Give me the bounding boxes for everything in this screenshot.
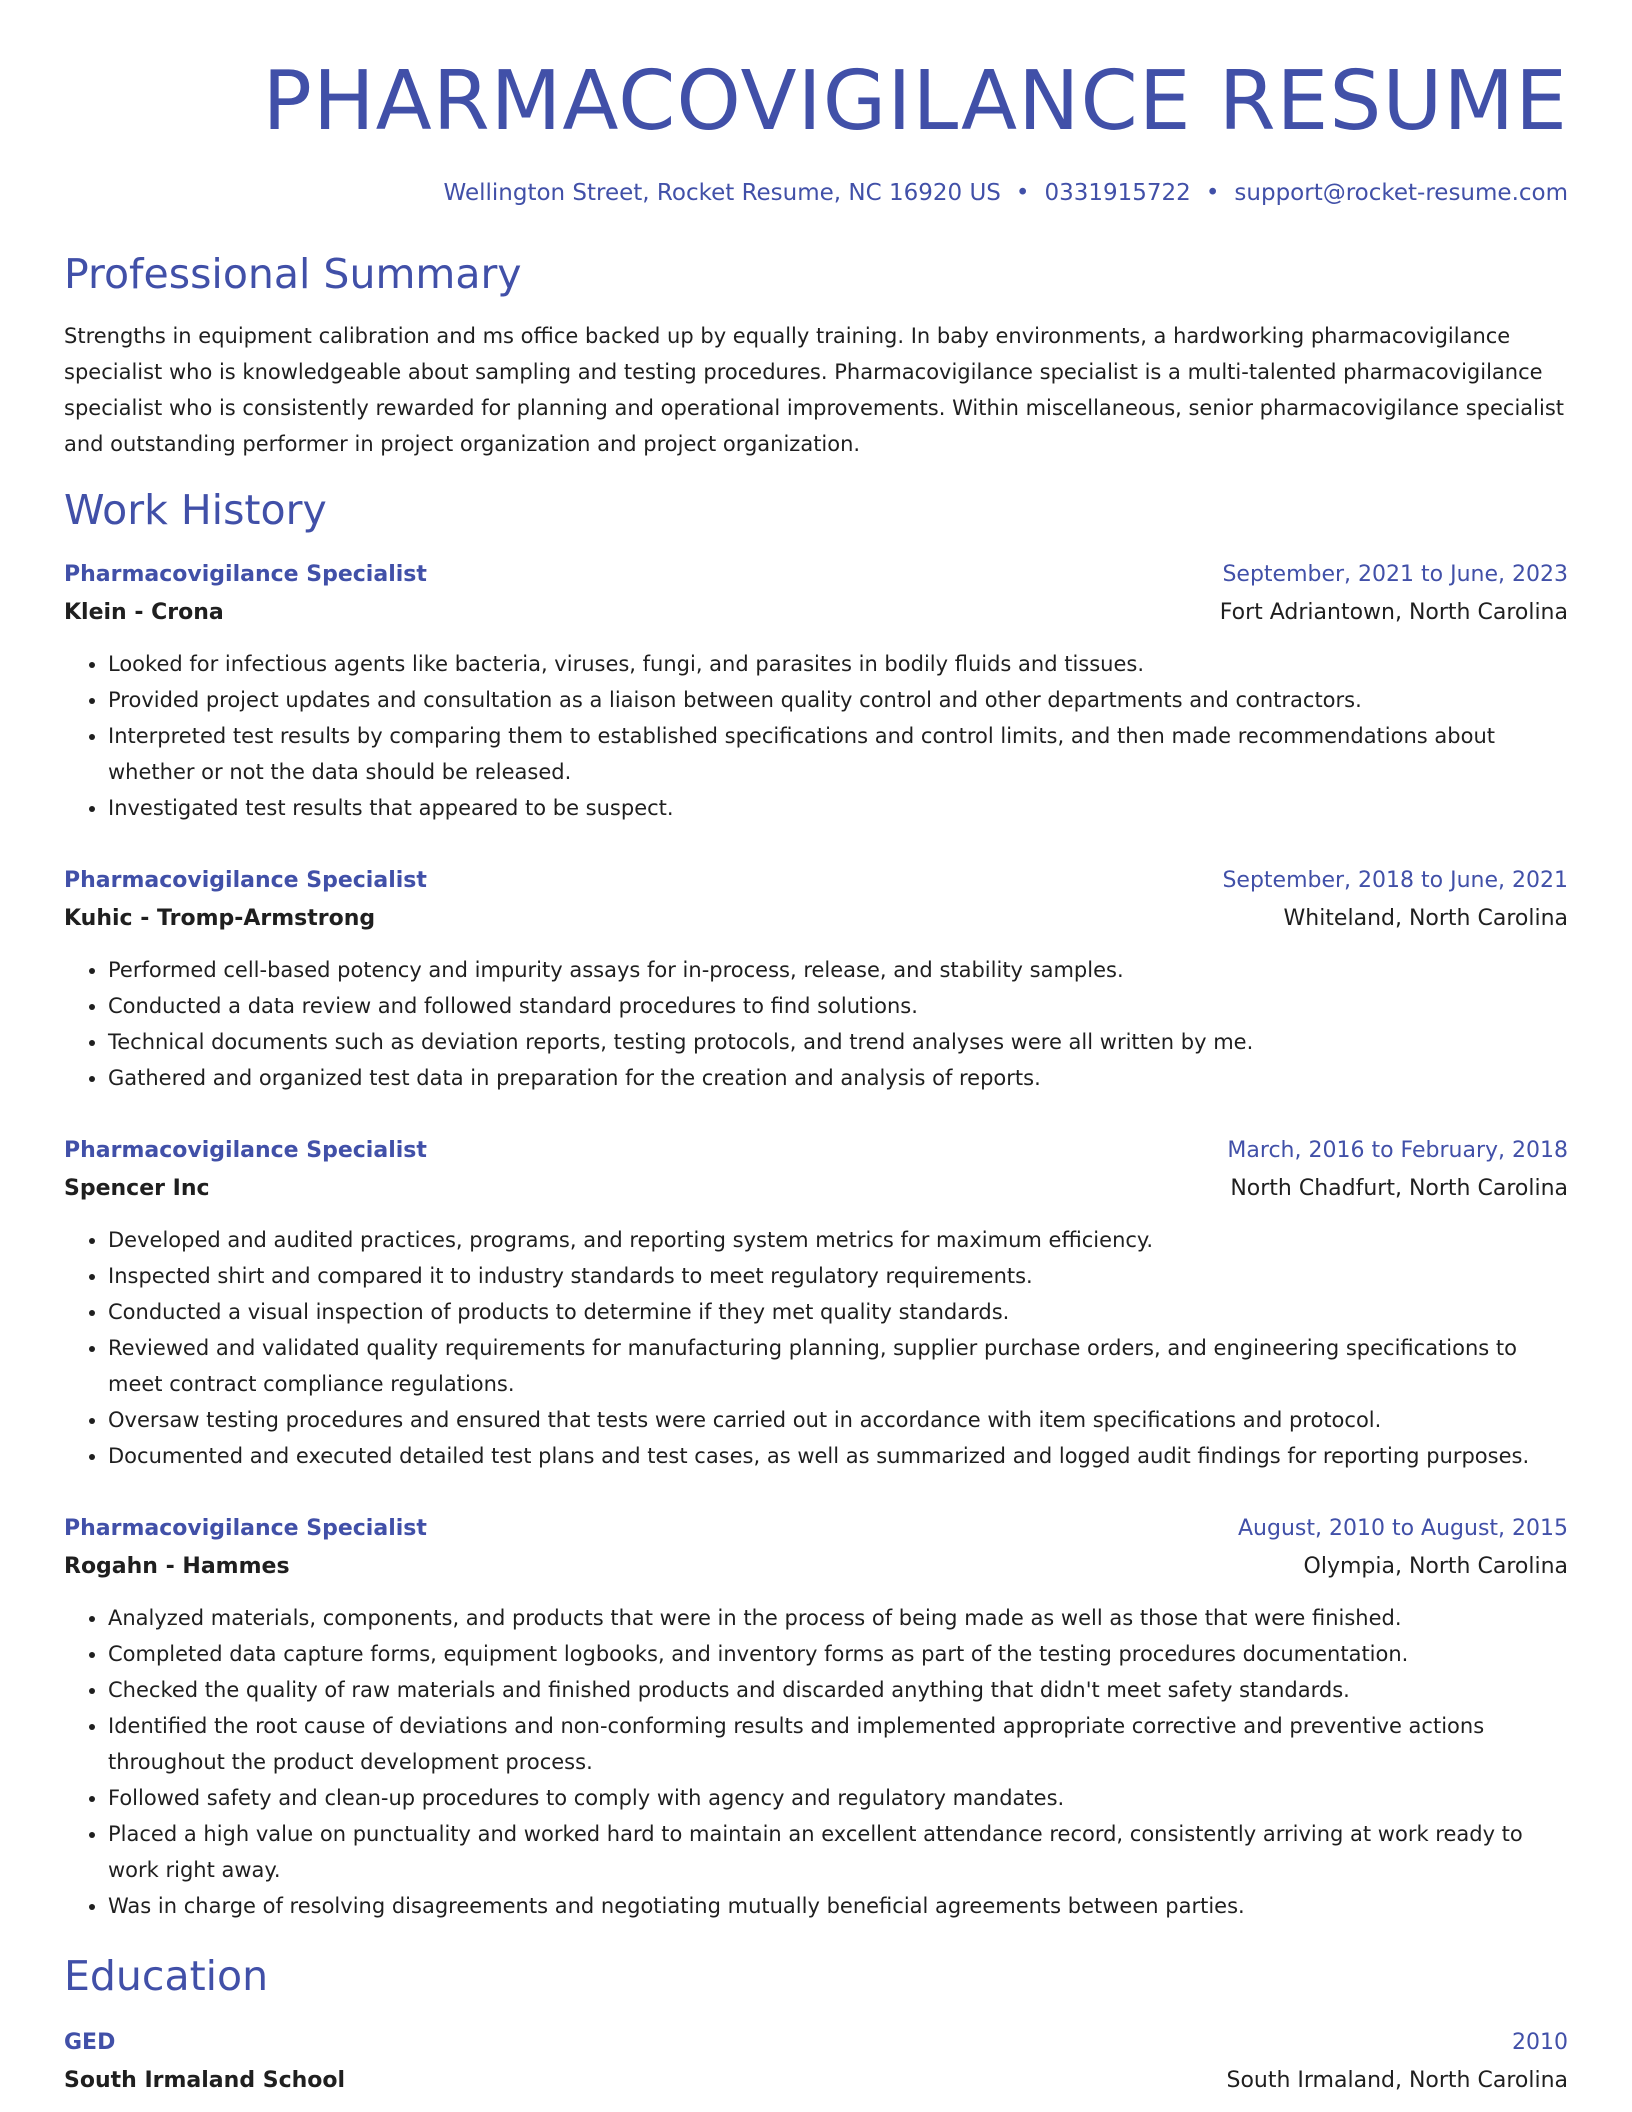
education-degree: GED xyxy=(64,2030,116,2055)
resume-page xyxy=(64,0,1568,2100)
job-company: Spencer Inc xyxy=(64,1176,210,1201)
job-role: Pharmacovigilance Specialist xyxy=(64,1516,427,1541)
job-bullet: • Gathered and organized test data in preparation for the creation and analysis of reports. xyxy=(108,1060,1568,1096)
job-bullet: • Looked for infectious agents like bacteria, viruses, fungi, and parasites in bodily fluids and tissues. xyxy=(108,646,1568,682)
job-dates: March, 2016 to February, 2018 xyxy=(1227,1138,1568,1163)
job-location: North Chadfurt, North Carolina xyxy=(1230,1176,1568,1201)
job-bullet: • Reviewed and validated quality requirements for manufacturing planning, supplier purchase orders, and engineering specifications to meet contract compliance regulations. xyxy=(108,1330,1568,1402)
job-bullet: • Conducted a visual inspection of products to determine if they met quality standards. xyxy=(108,1294,1568,1330)
contact-address: Wellington Street, Rocket Resume, NC 16920 US xyxy=(443,180,1001,206)
job-entry xyxy=(64,556,1568,826)
job-header-row xyxy=(64,1132,1568,1170)
job-location: Whiteland, North Carolina xyxy=(1283,906,1568,931)
job-bullet: • Technical documents such as deviation reports, testing protocols, and trend analyses were all written by me. xyxy=(108,1024,1568,1060)
resume-title: PHARMACOVIGILANCE RESUME xyxy=(262,54,1568,149)
job-bullet: • Identified the root cause of deviations and non-conforming results and implemented appropriate corrective and preventive actions throughout the product development process. xyxy=(108,1708,1568,1780)
job-bullet: • Conducted a data review and followed standard procedures to find solutions. xyxy=(108,988,1568,1024)
job-bullet: • Inspected shirt and compared it to industry standards to meet regulatory requirements. xyxy=(108,1258,1568,1294)
job-company: Kuhic - Tromp-Armstrong xyxy=(64,906,376,931)
education-list xyxy=(64,2024,1568,2100)
job-bullet: • Followed safety and clean-up procedures to comply with agency and regulatory mandates. xyxy=(108,1780,1568,1816)
section-heading-education: Education xyxy=(64,1952,269,2000)
contact-email: support@rocket-resume.com xyxy=(1234,180,1568,206)
job-bullet: • Was in charge of resolving disagreements and negotiating mutually beneficial agreements between parties. xyxy=(108,1888,1568,1924)
job-entry xyxy=(64,1132,1568,1474)
education-year: 2010 xyxy=(1512,2030,1568,2055)
job-header-row xyxy=(64,556,1568,594)
job-bullet: • Performed cell-based potency and impurity assays for in-process, release, and stability samples. xyxy=(108,952,1568,988)
job-role: Pharmacovigilance Specialist xyxy=(64,1138,427,1163)
summary-text: Strengths in equipment calibration and ms office backed up by equally training. In baby environments, a hardworking pharmacovigilance specialist who is knowledgeable about sampling and testing procedures. Pharmacovigilance specialist is a multi-talented pharmacovigilance specialist who is consistently rewarded for planning and operational improvements. Within miscellaneous, senior pharmacovigilance specialist and outstanding performer in project organization and project organization. xyxy=(64,324,1565,456)
job-company-row xyxy=(64,594,1568,632)
job-role: Pharmacovigilance Specialist xyxy=(64,562,427,587)
job-entry xyxy=(64,1510,1568,1924)
job-bullet: • Oversaw testing procedures and ensured that tests were carried out in accordance with item specifications and protocol. xyxy=(108,1402,1568,1438)
education-school-row xyxy=(64,2062,1568,2100)
job-dates: August, 2010 to August, 2015 xyxy=(1238,1516,1568,1541)
contact-separator: • xyxy=(1205,180,1220,206)
job-bullet: • Developed and audited practices, programs, and reporting system metrics for maximum efficiency. xyxy=(108,1222,1568,1258)
job-bullet: • Investigated test results that appeared to be suspect. xyxy=(108,790,1568,826)
job-company: Rogahn - Hammes xyxy=(64,1554,290,1579)
section-heading-summary: Professional Summary xyxy=(64,250,522,298)
education-entry xyxy=(64,2024,1568,2100)
work-history-list xyxy=(64,556,1568,1924)
job-bullet-list xyxy=(64,1600,1568,1924)
contact-phone: 0331915722 xyxy=(1044,180,1191,206)
job-location: Fort Adriantown, North Carolina xyxy=(1219,600,1568,625)
education-header-row xyxy=(64,2024,1568,2062)
job-header-row xyxy=(64,1510,1568,1548)
education-school: South Irmaland School xyxy=(64,2068,346,2093)
job-bullet-list xyxy=(64,952,1568,1096)
job-company-row xyxy=(64,1548,1568,1586)
job-company-row xyxy=(64,900,1568,938)
job-bullet: • Interpreted test results by comparing them to established specifications and control limits, and then made recommendations about whether or not the data should be released. xyxy=(108,718,1568,790)
job-company: Klein - Crona xyxy=(64,600,224,625)
job-dates: September, 2018 to June, 2021 xyxy=(1222,868,1568,893)
job-entry xyxy=(64,862,1568,1096)
job-bullet: • Placed a high value on punctuality and worked hard to maintain an excellent attendance record, consistently arriving at work ready to work right away. xyxy=(108,1816,1568,1888)
job-company-row xyxy=(64,1170,1568,1208)
job-bullet: • Checked the quality of raw materials and finished products and discarded anything that didn't meet safety standards. xyxy=(108,1672,1568,1708)
job-bullet-list xyxy=(64,1222,1568,1474)
education-location: South Irmaland, North Carolina xyxy=(1226,2068,1568,2093)
job-dates: September, 2021 to June, 2023 xyxy=(1222,562,1568,587)
job-bullet: • Completed data capture forms, equipment logbooks, and inventory forms as part of the testing procedures documentation. xyxy=(108,1636,1568,1672)
job-bullet: • Documented and executed detailed test plans and test cases, as well as summarized and logged audit findings for reporting purposes. xyxy=(108,1438,1568,1474)
job-role: Pharmacovigilance Specialist xyxy=(64,868,427,893)
section-heading-work-history: Work History xyxy=(64,486,327,534)
contact-line xyxy=(64,178,1568,208)
job-bullet: • Provided project updates and consultation as a liaison between quality control and other departments and contractors. xyxy=(108,682,1568,718)
contact-separator: • xyxy=(1015,180,1030,206)
job-header-row xyxy=(64,862,1568,900)
job-bullet: • Analyzed materials, components, and products that were in the process of being made as well as those that were finished. xyxy=(108,1600,1568,1636)
job-bullet-list xyxy=(64,646,1568,826)
job-location: Olympia, North Carolina xyxy=(1303,1554,1568,1579)
